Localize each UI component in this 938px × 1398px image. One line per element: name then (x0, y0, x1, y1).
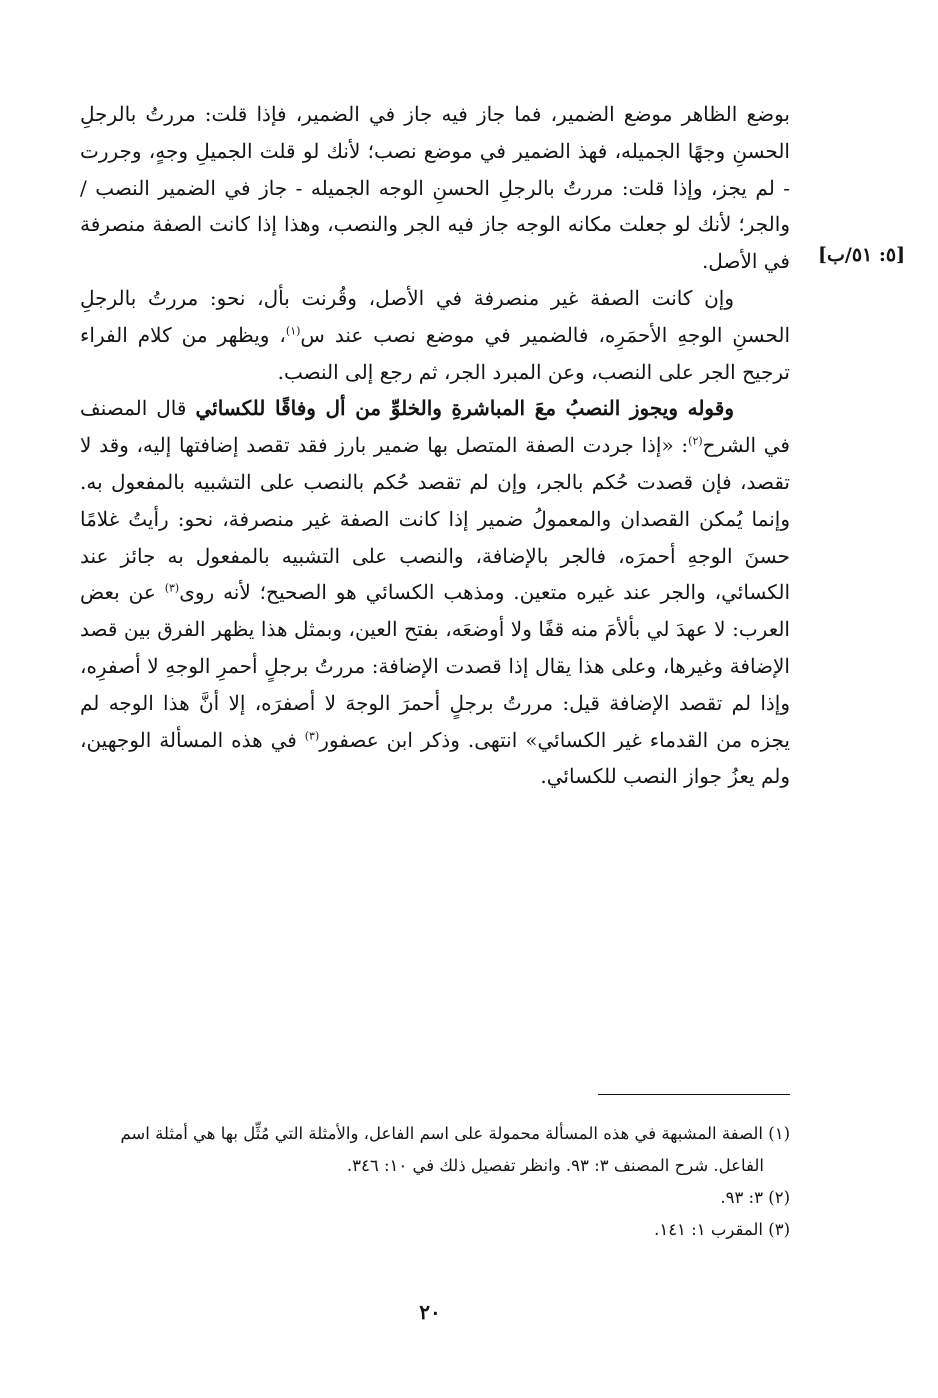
paragraph-1: بوضع الظاهر موضع الضمير، فما جاز فيه جاز في الضمير، فإذا قلت: مررتُ بالرجلِ الحسنِ وجهًا الجميله، فهذ الضمير في موضع نصب؛ لأنك لو قلت الجميلِ وجهٍ، وجررت - لم يجز، وإذا قلت: مررتُ بالرجلِ الحسنِ الوجه الجميله - جاز في الضمير النصب /والجر؛ لأنك لو جعلت مكانه الوجه جاز فيه الجر والنصب، وهذا إذا كانت الصفة منصرفة في الأصل. (80, 102, 790, 274)
footnote-ref-1[interactable]: (١) (285, 324, 301, 338)
paragraph-3 (80, 390, 790, 795)
paragraph-2-text-a: وإن كانت الصفة غير منصرفة في الأصل، وقُرنت بأل، نحو: مررتُ بالرجلِ الحسنِ الوجهِ الأحمَرِه، فالضمير في موضع نصب عند س (80, 285, 791, 347)
footnote-3-number: (٣) (768, 1220, 790, 1239)
paragraph-3-text-c: عن بعض العرب: لا عهدَ لي بألأمَ منه قفًا ولا أوضعَه، بفتح العين، وبمثل هذا يظهر الفرق بين قصد الإضافة وغيرها، وعلى هذا يقال إذا قصدت الإضافة: مررتُ برجلٍ أحمرِ الوجهِ لا أصفرِه، وإذا لم تقصد الإضافة قيل: مررتُ برجلٍ أحمرَ الوجهَ لا أصفرَه، إلا أنَّ هذا الوجه لم يجزه من القدماء غير الكسائي» انتهى. وذكر ابن عصفور (80, 580, 790, 752)
footnote-2 (80, 1182, 790, 1214)
footnote-1-number: (١) (768, 1124, 790, 1143)
footnote-2-number: (٢) (768, 1188, 790, 1207)
footnote-3-text: المقرب ١: ١٤١. (654, 1220, 763, 1239)
footnotes (80, 1118, 790, 1246)
footnote-2-text: ٣: ٩٣. (720, 1188, 763, 1207)
paragraph-2 (80, 280, 790, 390)
footnote-ref-3a[interactable]: (٣) (164, 581, 180, 595)
footnote-1-continuation: الفاعل. شرح المصنف ٣: ٩٣. وانظر تفصيل ذلك في ١٠: ٣٤٦. (346, 1156, 764, 1175)
main-text (80, 96, 790, 795)
paragraph-3-text-a: قال المصنف في الشرح (80, 396, 790, 458)
footnote-ref-2[interactable]: (٢) (688, 434, 703, 448)
footnote-divider (598, 1094, 790, 1095)
paragraph-2-text-b: ، ويظهر من كلام الفراء ترجيح الجر على النصب، وعن المبرد الجر، ثم رجع إلى النصب. (80, 322, 790, 384)
margin-manuscript-reference: [٥: ٥١/ب] (818, 244, 906, 266)
footnote-3 (80, 1214, 790, 1246)
paragraph-3-text-b: : «إذا جردت الصفة المتصل بها ضمير بارز فقد تقصد إضافتها إليه، وقد لا تقصد، فإن قصدت حُكم بالجر، وإن لم تقصد حُكم بالنصب على التشبيه بالمفعول به. وإنما يُمكن القصدان والمعمولُ ضمير إذا كانت الصفة غير منصرفة، نحو: رأيتُ غلامًا حسنَ الوجهِ أحمرَه، فالجر بالإضافة، والنصب على التشبيه بالمفعول به جائز عند الكسائي، والجر عند غيره متعين. ومذهب الكسائي هو الصحيح؛ لأنه روى (80, 433, 790, 605)
footnote-1 (80, 1118, 790, 1150)
quoted-lemma: وقوله ويجوز النصبُ معَ المباشرةِ والخلوِّ من أل وفاقًا للكسائي (195, 396, 734, 421)
page-number: ٢٠ (419, 1300, 441, 1324)
footnote-ref-3b[interactable]: (٣) (304, 728, 320, 742)
paragraph-3-text-d: في هذه المسألة الوجهين، ولم يعزُ جواز النصب للكسائي. (80, 727, 790, 789)
footnote-1-text: الصفة المشبهة في هذه المسألة محمولة على اسم الفاعل، والأمثلة التي مُثِّل بها هي أمثلة اسم (120, 1124, 763, 1143)
